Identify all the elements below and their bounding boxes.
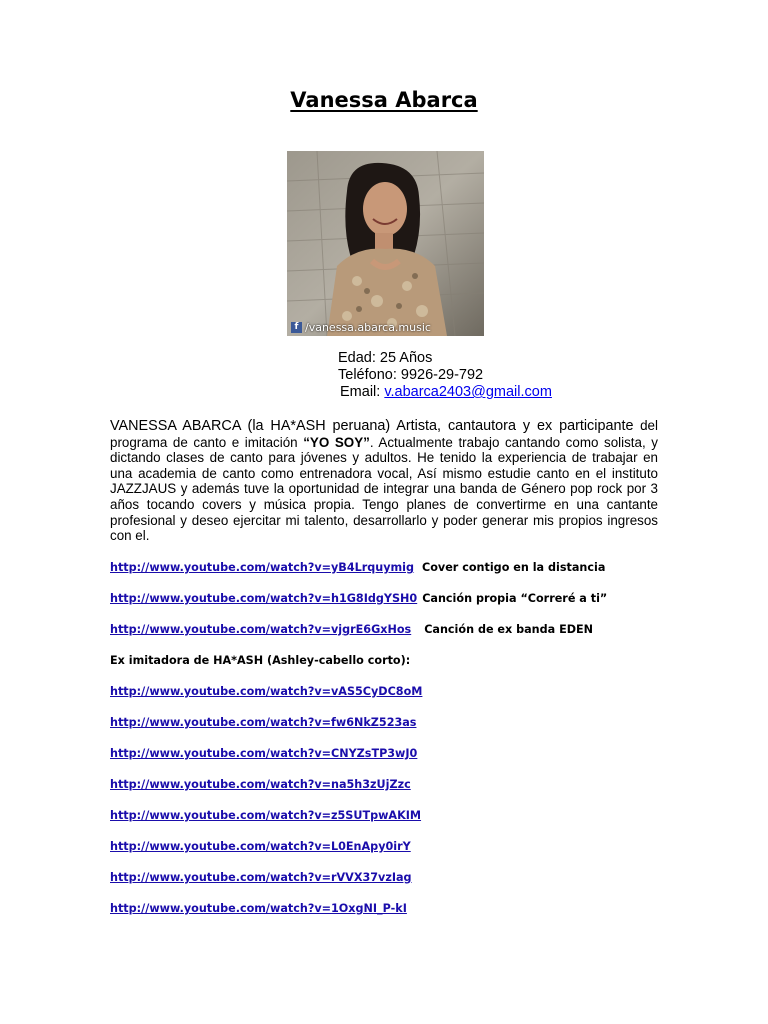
bio-part1: del programa de canto e imitación xyxy=(110,418,658,450)
email-link[interactable]: v.abarca2403@gmail.com xyxy=(384,384,552,400)
link-description: Cover contigo en la distancia xyxy=(422,561,606,574)
link-description: Canción de ex banda EDEN xyxy=(424,623,594,636)
imitator-heading: Ex imitadora de HA*ASH (Ashley-cabello corto): xyxy=(110,654,411,667)
photo-caption-text: /vanessa.abarca.music xyxy=(305,321,431,334)
link-row xyxy=(110,746,417,762)
link-row xyxy=(110,560,605,576)
profile-photo xyxy=(287,151,484,336)
age-line: Edad: 25 Años xyxy=(338,350,433,366)
bio-part2: . Actualmente trabajo cantando como solista, y dictando clases de canto para jóvenes y adultos. He tenido la experiencia de trabajar en una academia de canto como entrenadora vocal, Así mismo estudie canto en el instituto JAZZJAUS y además tuve la oportunidad de integrar una banda de Género pop rock por 3 años tocando covers y música propia. Tengo planes de convertirme en una cantante profesional y deseo ejercitar mi talento, desarrollarlo y poder generar mis propios ingresos con el. xyxy=(110,434,658,544)
bio-lead: VANESSA ABARCA (la HA*ASH peruana) Artista, cantautora y ex participante xyxy=(110,418,634,434)
youtube-link[interactable]: http://www.youtube.com/watch?v=CNYZsTP3wJ0 xyxy=(110,747,418,760)
youtube-link[interactable]: http://www.youtube.com/watch?v=vAS5CyDC8oM xyxy=(110,685,423,698)
bio-show-name: “YO SOY” xyxy=(303,434,370,450)
link-row xyxy=(110,870,412,886)
link-row xyxy=(110,808,421,824)
youtube-link[interactable]: http://www.youtube.com/watch?v=fw6NkZ523as xyxy=(110,716,417,729)
link-row xyxy=(110,777,411,793)
phone-line: Teléfono: 9926-29-792 xyxy=(338,367,484,383)
email-label: Email: xyxy=(340,384,385,400)
youtube-link[interactable]: http://www.youtube.com/watch?v=yB4Lrquymig xyxy=(110,561,415,574)
link-row xyxy=(110,591,607,607)
youtube-link[interactable]: http://www.youtube.com/watch?v=vjgrE6GxHos xyxy=(110,623,412,636)
youtube-link[interactable]: http://www.youtube.com/watch?v=L0EnApy0irY xyxy=(110,840,411,853)
email-line xyxy=(338,384,552,401)
link-row xyxy=(110,684,422,700)
link-row xyxy=(110,901,407,917)
youtube-link[interactable]: http://www.youtube.com/watch?v=1OxgNI_P-kI xyxy=(110,902,407,915)
link-row xyxy=(110,839,411,855)
profile-photo-image xyxy=(287,151,484,336)
link-row xyxy=(110,622,593,638)
youtube-link[interactable]: http://www.youtube.com/watch?v=z5SUTpwAKIM xyxy=(110,809,422,822)
bio-paragraph xyxy=(110,418,658,544)
facebook-icon: f xyxy=(291,322,302,333)
youtube-link[interactable]: http://www.youtube.com/watch?v=na5h3zUjZzc xyxy=(110,778,411,791)
page-title: Vanessa Abarca xyxy=(290,88,478,112)
youtube-link[interactable]: http://www.youtube.com/watch?v=rVVX37vzIag xyxy=(110,871,412,884)
photo-caption xyxy=(287,321,484,334)
youtube-link[interactable]: http://www.youtube.com/watch?v=h1G8IdgYSH0 xyxy=(110,592,418,605)
contact-info xyxy=(338,350,552,401)
link-row xyxy=(110,715,416,731)
link-description: Canción propia “Correré a ti” xyxy=(422,592,608,605)
